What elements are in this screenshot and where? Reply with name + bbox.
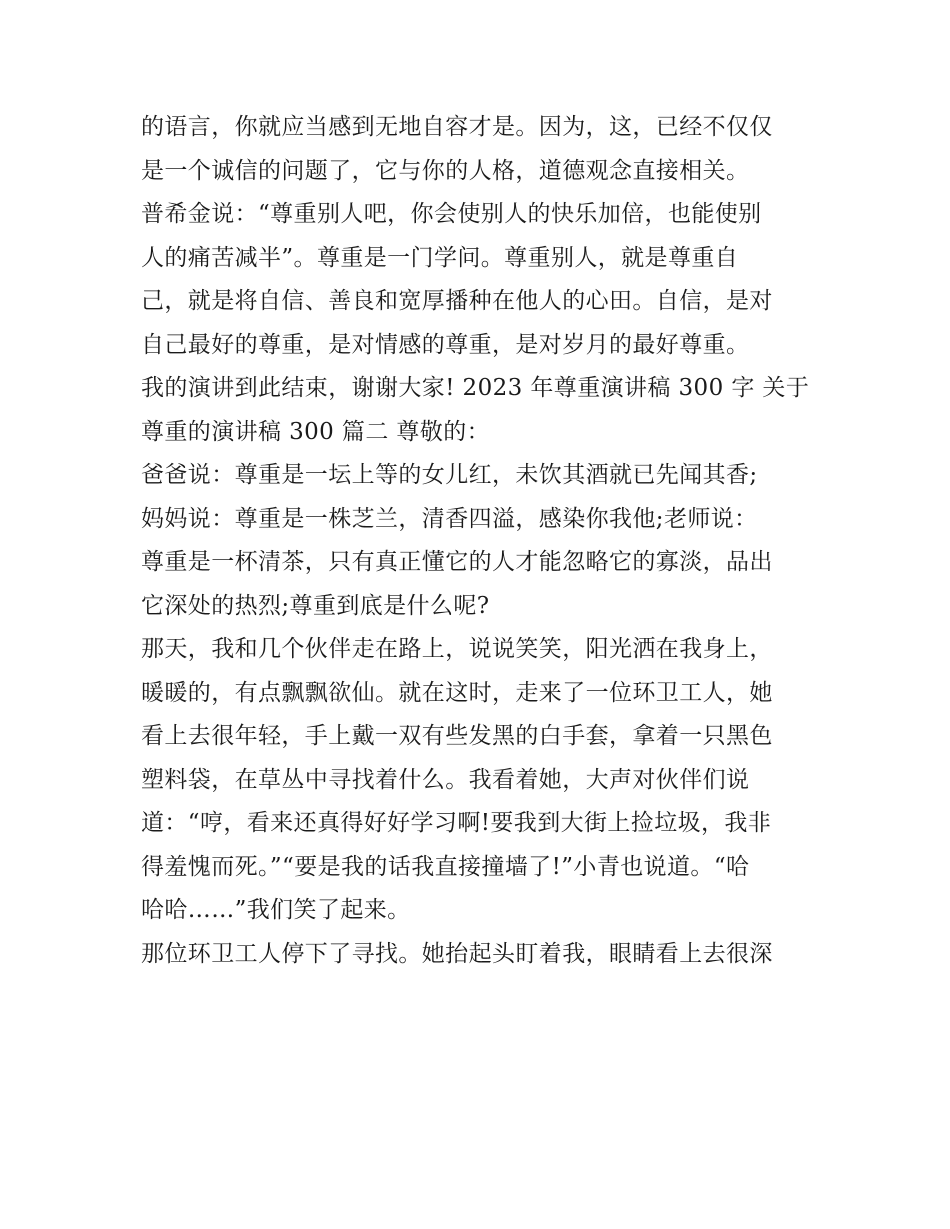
- text-line: 是一个诚信的问题了，它与你的人格，道德观念直接相关。: [141, 157, 750, 184]
- text-line: 暖暖的，有点飘飘欲仙。就在这时，走来了一位环卫工人，她: [141, 679, 773, 706]
- text-line: 爸爸说：尊重是一坛上等的女儿红，未饮其酒就已先闻其香;: [141, 462, 758, 488]
- text-line: 道：“哼，看来还真得好好学习啊!要我到大街上捡垃圾，我非: [141, 810, 772, 836]
- body-text: [141, 106, 821, 976]
- text-line: 那位环卫工人停下了寻找。她抬起头盯着我，眼睛看上去很深: [141, 940, 773, 967]
- text-line: 哈哈……”我们笑了起来。: [141, 897, 411, 923]
- text-line: 我的演讲到此结束，谢谢大家! 2023 年尊重演讲稿 300 字 关于: [141, 375, 810, 401]
- text-line: 的语言，你就应当感到无地自容才是。因为，这，已经不仅仅: [141, 114, 773, 140]
- text-line: 那天，我和几个伙伴走在路上，说说笑笑，阳光洒在我身上，: [141, 636, 773, 662]
- text-line: 人的痛苦减半”。尊重是一门学问。尊重别人，就是尊重自: [141, 244, 739, 271]
- text-line: 得羞愧而死。”“要是我的话我直接撞墙了!”小青也说道。“哈: [141, 853, 750, 880]
- text-line: 普希金说：“尊重别人吧，你会使别人的快乐加倍，也能使别: [141, 201, 762, 227]
- text-line: 尊重的演讲稿 300 篇二 尊敬的：: [141, 418, 491, 445]
- text-line: 己，就是将自信、善良和宽厚播种在他人的心田。自信，是对: [141, 288, 773, 314]
- text-line: 自己最好的尊重，是对情感的尊重，是对岁月的最好尊重。: [141, 331, 750, 358]
- text-line: 看上去很年轻，手上戴一双有些发黑的白手套，拿着一只黑色: [141, 723, 773, 749]
- text-line: 塑料袋，在草丛中寻找着什么。我看着她，大声对伙伴们说: [141, 766, 750, 793]
- text-line: 尊重是一杯清茶，只有真正懂它的人才能忽略它的寡淡，品出: [141, 549, 773, 575]
- text-line: 妈妈说：尊重是一株芝兰，清香四溢，感染你我他;老师说：: [141, 505, 758, 532]
- text-line: 它深处的热烈;尊重到底是什么呢?: [141, 592, 490, 619]
